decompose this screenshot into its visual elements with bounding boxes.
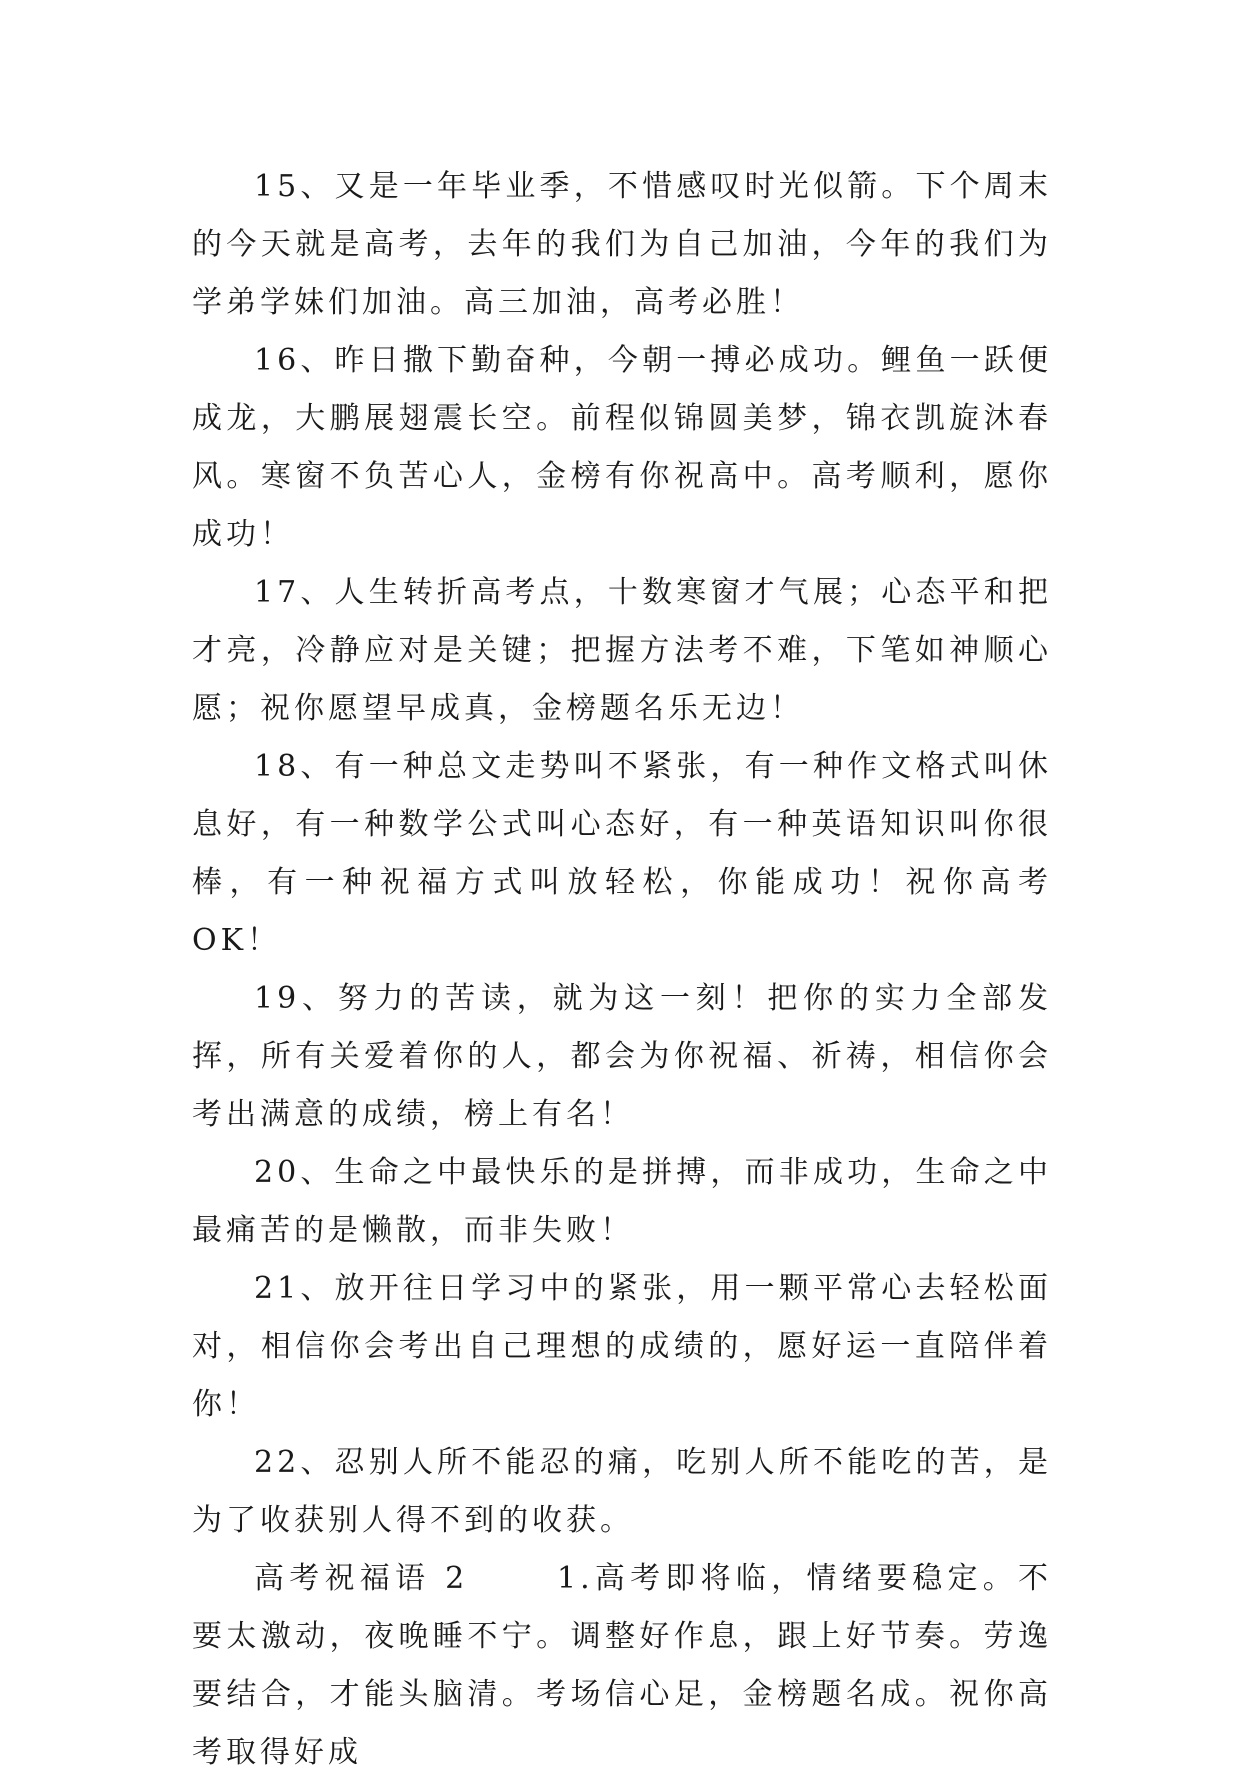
section-paragraph	[192, 1550, 1052, 1782]
paragraph-18: 18、有一种总文走势叫不紧张，有一种作文格式叫休息好，有一种数学公式叫心态好，有一种英语知识叫你很棒，有一种祝福方式叫放轻松，你能成功！祝你高考OK！	[192, 749, 1052, 958]
paragraph-21: 21、放开往日学习中的紧张，用一颗平常心去轻松面对，相信你会考出自己理想的成绩的，愿好运一直陪伴着你！	[192, 1271, 1052, 1422]
paragraph-22: 22、忍别人所不能忍的痛，吃别人所不能吃的苦，是为了收获别人得不到的收获。	[192, 1445, 1052, 1538]
paragraph-16: 16、昨日撒下勤奋种，今朝一搏必成功。鲤鱼一跃便成龙，大鹏展翅震长空。前程似锦圆美梦，锦衣凯旋沐春风。寒窗不负苦心人，金榜有你祝高中。高考顺利，愿你成功！	[192, 343, 1052, 552]
paragraph-19: 19、努力的苦读，就为这一刻！把你的实力全部发挥，所有关爱着你的人，都会为你祝福、祈祷，相信你会考出满意的成绩，榜上有名！	[192, 981, 1052, 1132]
paragraph-20: 20、生命之中最快乐的是拼搏，而非成功，生命之中最痛苦的是懒散，而非失败！	[192, 1155, 1052, 1248]
paragraph-17: 17、人生转折高考点，十数寒窗才气展；心态平和把才亮，冷静应对是关键；把握方法考不难，下笔如神顺心愿；祝你愿望早成真，金榜题名乐无边！	[192, 575, 1052, 726]
section-title: 高考祝福语 2	[254, 1561, 469, 1596]
document-body	[192, 158, 1052, 1782]
section-first-item: 1.高考即将临，情绪要稳定。不要太激动，夜晚睡不宁。调整好作息，跟上好节奏。劳逸要结合，才能头脑清。考场信心足，金榜题名成。祝你高考取得好成	[192, 1561, 1053, 1770]
paragraph-15: 15、又是一年毕业季，不惜感叹时光似箭。下个周末的今天就是高考，去年的我们为自己加油，今年的我们为学弟学妹们加油。高三加油，高考必胜！	[192, 169, 1052, 320]
section-gap	[468, 1561, 557, 1596]
